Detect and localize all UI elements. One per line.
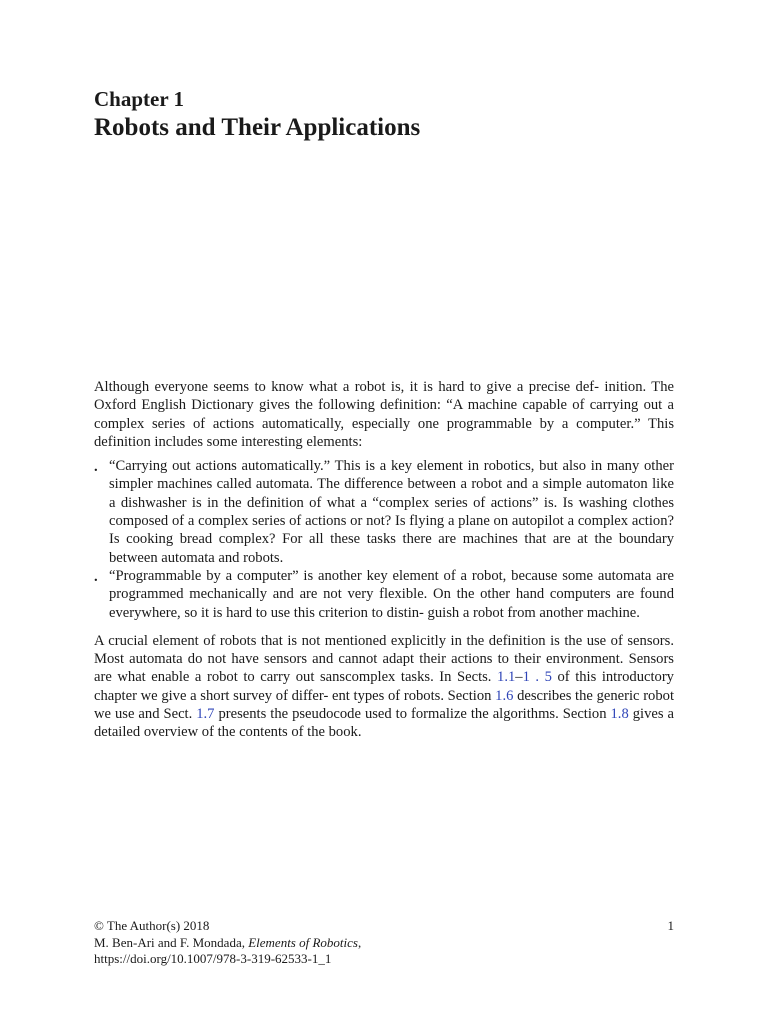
para-text: – [515, 669, 523, 686]
bullet-item-automatic [94, 457, 674, 567]
sensors-paragraph [94, 632, 674, 742]
section-ref-link[interactable]: 1.6 [495, 687, 514, 704]
chapter-title: Robots and Their Applications [94, 114, 421, 141]
section-ref-link[interactable]: 1.1 [497, 669, 516, 686]
section-ref-link[interactable]: 1 . 5 [522, 669, 552, 686]
para-text: describes the generic robot we use and Sect. [94, 687, 675, 723]
bullet-text: “Carrying out actions automatically.” This is a key element in robotics, but also in many other simpler machines called automata. The difference between a robot and a simple automaton like a dishwasher is in the definition of what a “complex series of actions” is. Is washing clothes composed of a complex series of actions or not? Is flying a plane on autopilot a complex action? Is cooking bread complex? For all these tasks there are machines that are at the boundary between automata and robots. [109, 458, 674, 566]
para-text: A crucial element of robots that is not mentioned explicitly in the definition is the use of sensors. Most automata do not have sensors and cannot adapt their actions to their environment. Sensors are what enable a robot to carry out sanscomplex tasks. In Sects. [94, 632, 674, 686]
section-ref-link[interactable]: 1.7 [196, 706, 215, 723]
para-text: presents the pseudocode used to formalize the algorithms. Section [214, 706, 611, 723]
bullet-marker: . [94, 459, 98, 476]
citation-book-title: Elements of Robotics [248, 934, 358, 950]
citation [94, 935, 384, 968]
chapter-label: Chapter 1 [94, 87, 185, 111]
bullet-marker: . [94, 568, 98, 585]
para-text: of this introductory chapter we give a short survey of differ- ent types of robots. Section [94, 669, 674, 704]
section-ref-link[interactable]: 1.8 [610, 706, 629, 723]
citation-authors: M. Ben-Ari and F. Mondada, [94, 934, 249, 950]
bullet-text: “Programmable by a computer” is another key element of a robot, because some automata are programmed mechanically and are not very flexible. On the other hand computers are found everywhere, so it is hard to use this criterion to distin- guish a robot from another machine. [109, 567, 674, 621]
intro-paragraph: Although everyone seems to know what a robot is, it is hard to give a precise def- inition. The Oxford English Dictionary gives the following definition: “A machine capable of carrying out a complex series of actions automatically, especially one programmable by a computer.” This definition includes some interesting elements: [94, 379, 674, 450]
bullet-item-programmable [94, 567, 674, 622]
citation-doi[interactable]: , https://doi.org/10.1007/978-3-319-62533-1_1 [94, 934, 362, 966]
para-text: gives a detailed overview of the contents of the book. [94, 706, 674, 741]
body-text [94, 378, 674, 742]
page-footer [94, 918, 674, 968]
copyright-line: © The Author(s) 2018 [94, 918, 210, 933]
bullet-list [94, 457, 674, 622]
page-number: 1 [667, 918, 674, 933]
